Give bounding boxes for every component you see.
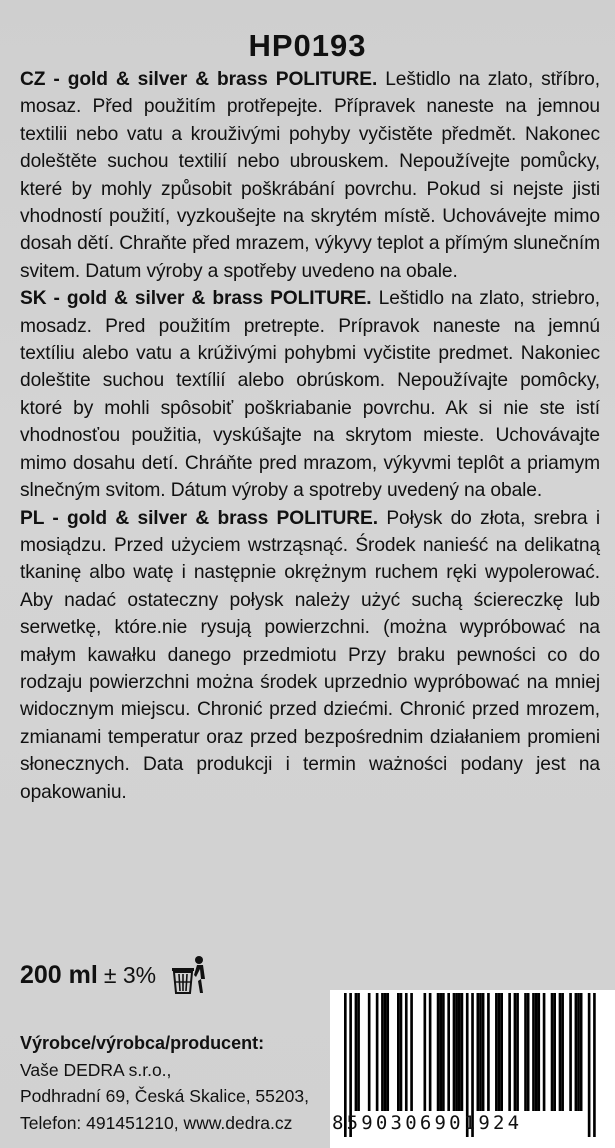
barcode-bar <box>447 993 450 1111</box>
producer-line: Podhradní 69, Česká Skalice, 55203, <box>20 1086 309 1107</box>
barcode-bar <box>381 993 384 1111</box>
barcode-bar <box>424 993 427 1111</box>
barcode-bar <box>508 993 511 1111</box>
barcode-bar <box>514 993 517 1111</box>
waste-bin-person-icon <box>170 955 208 995</box>
barcode-bar <box>357 993 360 1111</box>
producer-info <box>20 1030 309 1136</box>
volume-info <box>20 955 208 995</box>
barcode-bar <box>551 993 554 1111</box>
barcode-bar <box>477 993 480 1111</box>
volume-amount: 200 ml <box>20 960 98 989</box>
producer-title: Výrobce/výrobca/producent: <box>20 1033 265 1053</box>
barcode-bar <box>368 993 371 1111</box>
barcode-bar <box>500 993 503 1111</box>
barcode-bar <box>495 993 498 1111</box>
barcode-bar <box>588 993 591 1137</box>
barcode-bar <box>384 993 387 1111</box>
barcode-bar <box>453 993 456 1111</box>
barcode-bar <box>437 993 440 1111</box>
barcode-bar <box>543 993 546 1111</box>
section-cz <box>20 66 600 285</box>
barcode-bar <box>479 993 482 1111</box>
barcode-bar <box>405 993 408 1111</box>
barcode-bar <box>498 993 501 1111</box>
volume-tolerance: ± 3% <box>103 961 157 988</box>
barcode-bar <box>455 993 458 1111</box>
barcode-bar <box>376 993 379 1111</box>
section-pl <box>20 505 600 806</box>
barcode-bar <box>532 993 535 1111</box>
barcode-bar <box>569 993 572 1111</box>
barcode-bar <box>439 993 442 1111</box>
barcode-bar <box>559 993 562 1111</box>
barcode-bar <box>577 993 580 1111</box>
barcode-bar <box>429 993 432 1111</box>
section-lead: CZ - gold & silver & brass POLITURE. <box>20 69 378 90</box>
barcode-bar <box>593 993 596 1137</box>
barcode-bar <box>461 993 464 1111</box>
barcode-bar <box>516 993 519 1111</box>
product-code: HP0193 <box>248 28 367 63</box>
producer-line: Telefon: 491451210, www.dedra.cz <box>20 1112 293 1133</box>
barcode-bar <box>580 993 583 1111</box>
barcode-bar <box>537 993 540 1111</box>
barcode-bar <box>524 993 527 1111</box>
producer-line: Vaše DEDRA s.r.o., <box>20 1059 172 1080</box>
barcode-bar <box>397 993 400 1111</box>
barcode-bar <box>535 993 538 1111</box>
barcode-bar <box>575 993 578 1111</box>
barcode-bar <box>442 993 445 1111</box>
barcode-number: 8590306901924 <box>332 1112 523 1134</box>
section-body: Połysk do złota, srebra i mosiądzu. Przed użyciem wstrząsnąć. Środek nanieść na delikatną tkaninę albo watę i następnie okrężnym ruchem ręki wypolerować. Aby nadać ostateczny połysk należy użyć suchą ściereczkę lub serwetkę, które.nie rysują powierzchni. (można wypróbować na małym kawałku danego przedmiotu Przy braku pewności co do rodzaju powierzchni można środek uprzednio wypróbować na mniej widocznym miejscu. Chronić przed dziećmi. Chronić przed mrozem, zmianami temperatur oraz przed bezpośrednim działaniem promieni słonecznych. Data produkcji i termin ważności podany jest na opakowaniu. <box>20 507 600 803</box>
barcode-bar <box>553 993 556 1111</box>
barcode-bar <box>527 993 530 1111</box>
barcode-bar <box>482 993 485 1111</box>
barcode-bar <box>487 993 490 1111</box>
section-body: Leštidlo na zlato, stříbro, mosaz. Před použitím protřepejte. Přípravek naneste na jemnou textilii nebo vatu a krouživými pohyby vyčistěte předmět. Nakonec doleštěte suchou textilií nebo ubrouskem. Nepoužívejte pomůcky, které by mohly způsobit poškrábání povrchu. Pokud si nejste jisti vhodností použití, vyzkoušejte na skrytém místě. Uchovávejte mimo dosah dětí. Chraňte před mrazem, výkyvy teplot a přímým slunečním svitem. Datum výroby a spotřeby uvedeno na obale. <box>20 69 600 282</box>
instructions-text <box>20 66 600 806</box>
section-lead: PL - gold & silver & brass POLITURE. <box>20 507 378 529</box>
section-body: Leštidlo na zlato, striebro, mosadz. Pred použitím pretrepte. Prípravok naneste na jemnú textíliu alebo vatu a krúživými pohybmi vyčistite predmet. Nakoniec doleštite suchou textílií alebo obrúskom. Nepoužívajte pomôcky, ktoré by mohli spôsobiť poškriabanie povrchu. Ak si nie ste istí vhodnosťou použitia, vyskúšajte na skrytom mieste. Uchovávajte mimo dosahu detí. Chráňte pred mrazom, výkyvmi teplôt a priamym slnečným svitom. Dátum výroby a spotreby uvedený na obale. <box>20 288 600 502</box>
barcode-bar <box>458 993 461 1111</box>
barcode-bar <box>410 993 413 1111</box>
barcode-bar <box>355 993 358 1111</box>
barcode-bar <box>386 993 389 1111</box>
section-sk <box>20 285 600 504</box>
barcode-bar <box>400 993 403 1111</box>
section-lead: SK - gold & silver & brass POLITURE. <box>20 288 372 310</box>
barcode-bar <box>561 993 564 1111</box>
